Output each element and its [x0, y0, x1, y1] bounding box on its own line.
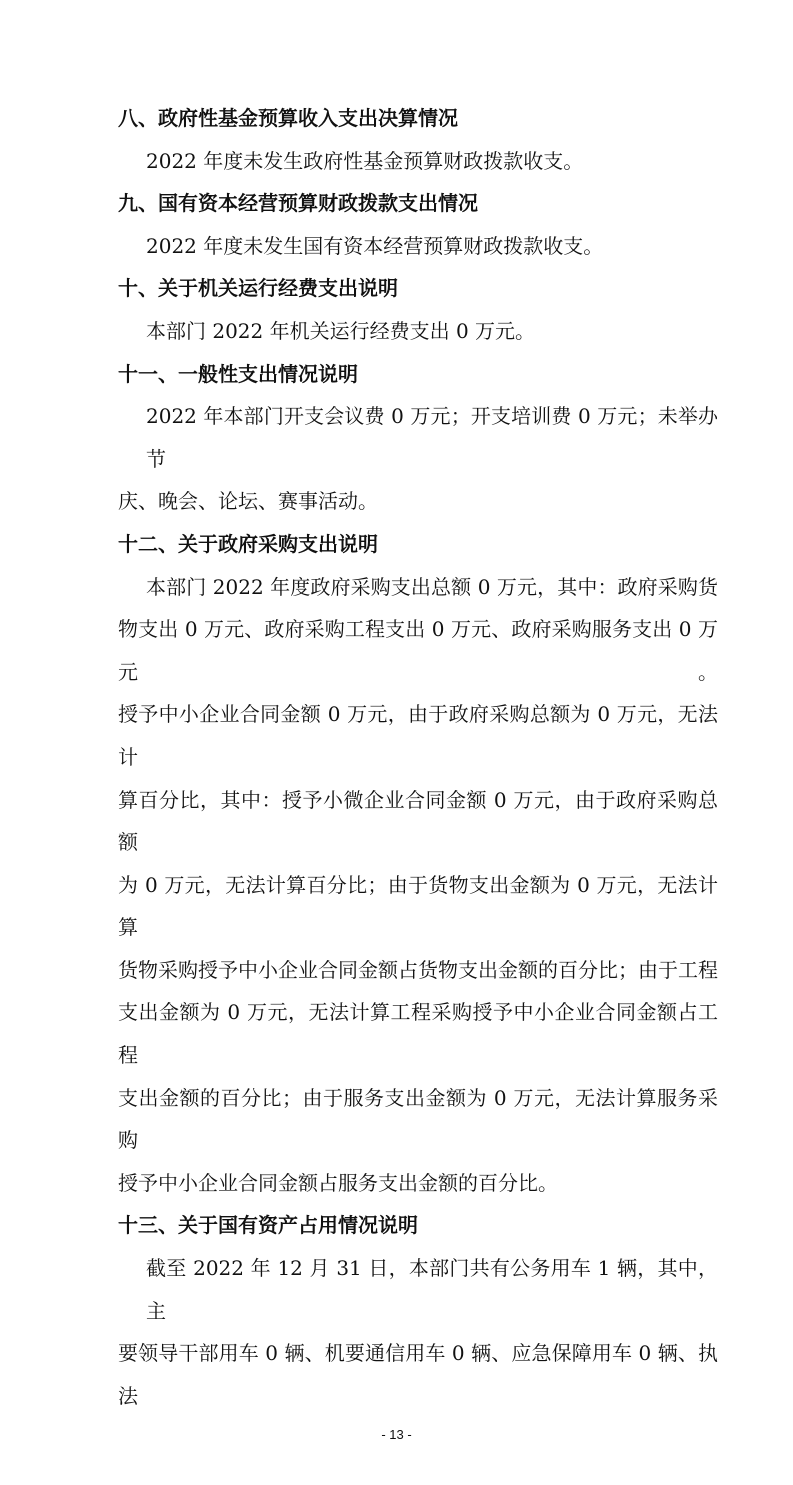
- page-number: - 13 -: [381, 1427, 412, 1443]
- paragraph-line: 2022 年本部门开支会议费 0 万元；开支培训费 0 万元；未举办节: [146, 404, 718, 471]
- paragraph-line: 本部门 2022 年机关运行经费支出 0 万元。: [146, 318, 536, 343]
- paragraph-line: 2022 年度未发生国有资本经营预算财政拨款收支。: [146, 233, 604, 258]
- paragraph-line: 支出金额为 0 万元，无法计算工程采购授予中小企业合同金额占工程: [118, 1000, 718, 1068]
- paragraph-line: 要领导干部用车 0 辆、机要通信用车 0 辆、应急保障用车 0 辆、执法: [118, 1341, 718, 1408]
- paragraph-line: 支出金额的百分比；由于服务支出金额为 0 万元，无法计算服务采购: [118, 1085, 718, 1153]
- paragraph-line: 截至 2022 年 12 月 31 日，本部门共有公务用车 1 辆，其中，主: [146, 1256, 718, 1323]
- paragraph-line: 为 0 万元，无法计算百分比；由于货物支出金额为 0 万元，无法计算: [118, 872, 718, 940]
- paragraph-line: 授予中小企业合同金额占服务支出金额的百分比。: [118, 1170, 558, 1195]
- section-heading: 十、关于机关运行经费支出说明: [118, 276, 398, 301]
- paragraph-line: 本部门 2022 年度政府采购支出总额 0 万元，其中：政府采购货: [146, 574, 718, 599]
- paragraph-line: 2022 年度未发生政府性基金预算财政拨款收支。: [146, 148, 584, 173]
- paragraph-line: 物支出 0 万元、政府采购工程支出 0 万元、政府采购服务支出 0 万元。: [118, 617, 718, 684]
- paragraph-line: 庆、晚会、论坛、赛事活动。: [118, 489, 378, 514]
- paragraph-line: 算百分比，其中：授予小微企业合同金额 0 万元，由于政府采购总额: [118, 787, 718, 855]
- section-heading: 八、政府性基金预算收入支出决算情况: [118, 106, 458, 130]
- paragraph-line: 货物采购授予中小企业合同金额占货物支出金额的百分比；由于工程: [118, 957, 718, 982]
- section-heading: 十一、一般性支出情况说明: [118, 361, 358, 386]
- section-heading: 九、国有资本经营预算财政拨款支出情况: [118, 191, 478, 216]
- paragraph-line: 授予中小企业合同金额 0 万元，由于政府采购总额为 0 万元，无法计: [118, 702, 718, 769]
- section-heading: 十三、关于国有资产占用情况说明: [118, 1213, 418, 1238]
- section-heading: 十二、关于政府采购支出说明: [118, 531, 378, 556]
